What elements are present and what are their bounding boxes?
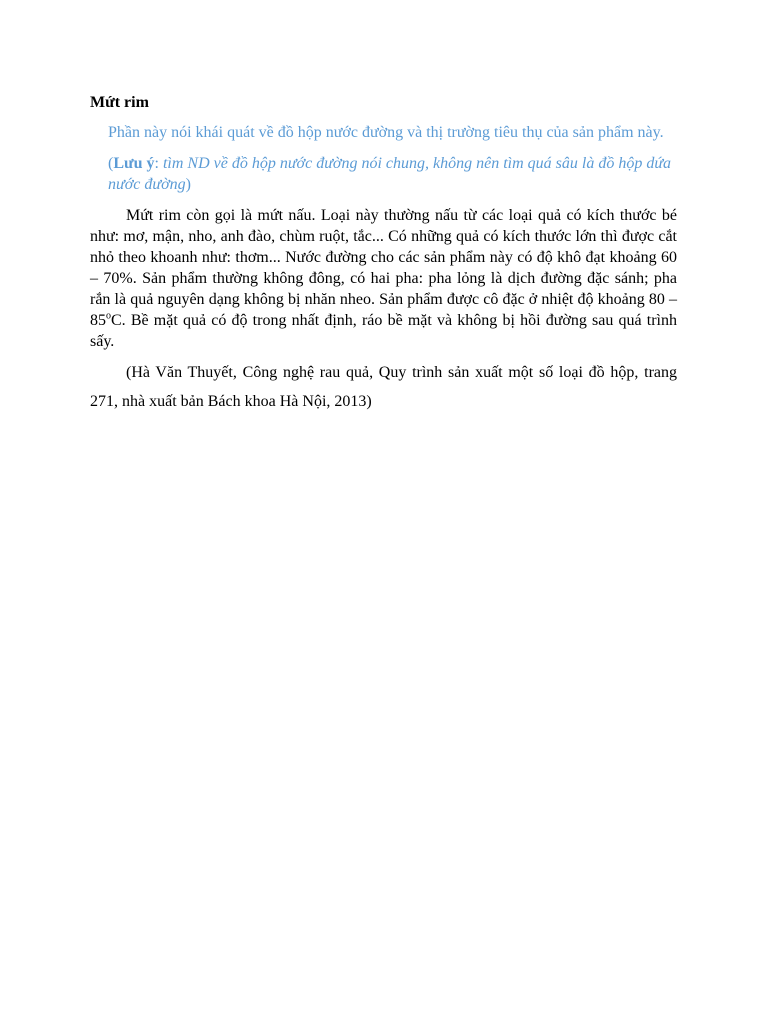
note-close-paren: ) xyxy=(185,176,191,193)
section-heading: Mứt rim xyxy=(90,94,149,111)
body-text-part-1: Mứt rim còn gọi là mứt nấu. Loại này thường nấu từ các loại quả có kích thước bé như: mơ, mận, nho, anh đào, chùm ruột, tắc... Có những quả có kích thước lớn thì được cắt nhỏ theo khoanh như: thơm... Nước đường cho các sản phẩm này có độ khô đạt khoảng 60 – 70%. Sản phẩm thường không đông, có hai pha: pha lỏng là dịch đường đặc sánh; pha rắn là quả nguyên dạng không bị nhăn nheo. Sản phẩm được cô đặc ở nhiệt độ khoảng 80 – 85 xyxy=(90,207,677,329)
note-intro: Phần này nói khái quát về đồ hộp nước đường và thị trường tiêu thụ của sản phẩm này. xyxy=(108,124,664,141)
body-paragraph xyxy=(90,205,677,352)
reference-citation: (Hà Văn Thuyết, Công nghệ rau quả, Quy trình sản xuất một số loại đồ hộp, trang 271, nhà xuất bản Bách khoa Hà Nội, 2013) xyxy=(90,364,677,410)
note-tip-colon: : xyxy=(154,155,163,172)
body-text-part-2: C. Bề mặt quả có độ trong nhất định, ráo bề mặt và không bị hồi đường sau quá trình sấy. xyxy=(90,312,677,350)
note-tip-text: tìm ND về đồ hộp nước đường nói chung, không nên tìm quá sâu là đồ hộp dứa nước đường xyxy=(108,155,672,193)
degree-superscript: o xyxy=(106,310,111,322)
note-open-paren: ( xyxy=(108,155,114,172)
note-tip xyxy=(108,153,677,195)
document-content xyxy=(90,92,677,416)
editor-note xyxy=(108,122,677,195)
note-tip-label: Lưu ý xyxy=(113,155,155,172)
